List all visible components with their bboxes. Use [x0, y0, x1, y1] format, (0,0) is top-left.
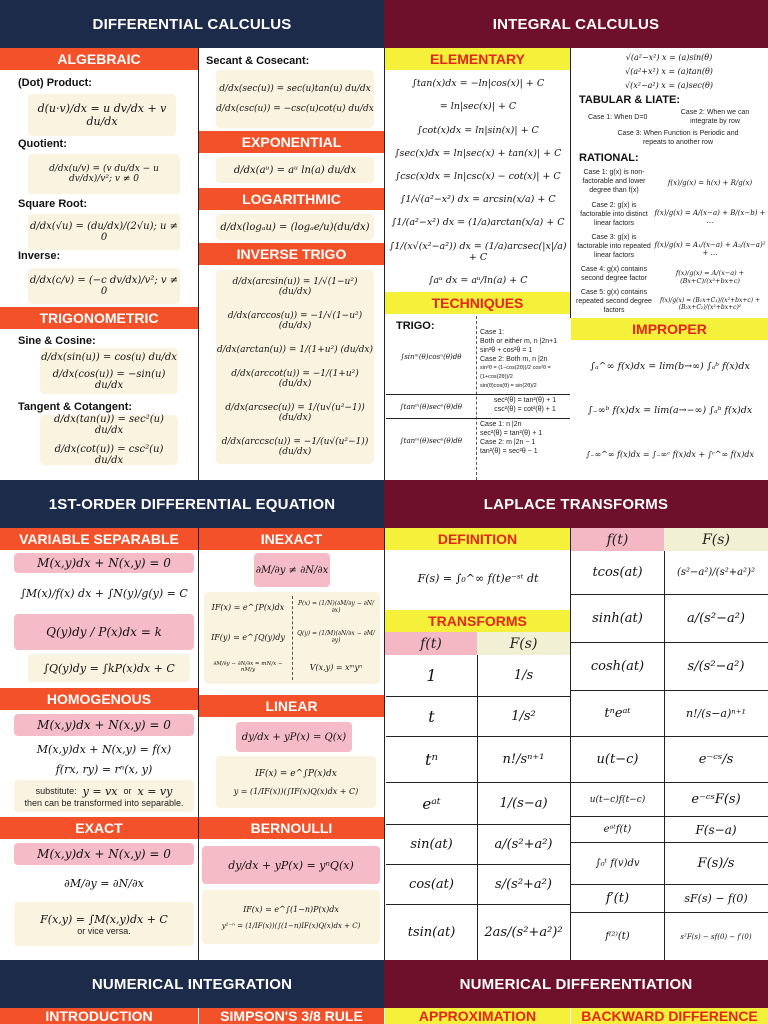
laplace-left-f: 1 — [386, 655, 477, 697]
linear-box — [216, 756, 376, 808]
technique-1-notes — [480, 328, 570, 391]
divider — [664, 551, 665, 960]
formula-sec-csc — [216, 70, 374, 128]
technique-1-case-2-identity: sin²θ = (1−cos(2θ))/2 cos²θ = (1+cos(2θ))/2 — [480, 365, 551, 380]
laplace-left-F: 1/s — [477, 655, 570, 697]
laplace-right-F: F(s−a) — [664, 817, 768, 843]
divider — [384, 48, 385, 480]
laplace-left-f: eᵃᵗ — [386, 783, 477, 825]
subheader-techniques: TECHNIQUES — [385, 292, 570, 314]
formula-bernoulli-2: IF(x) = e^∫(1−n)P(x)dx — [243, 904, 339, 914]
rational-case-2: Case 2: g(x) is factorable into distinct linear factors — [580, 202, 648, 227]
formula-exact-1: M(x,y)dx + N(x,y) = 0 — [14, 843, 194, 865]
laplace-right-F: sF(s) − f(0) — [664, 885, 768, 913]
divider — [384, 528, 385, 960]
formula-inexact-partials: ∂M/∂y − ∂N/∂x = mN/x − nM/y — [213, 661, 283, 673]
integral-tan: ∫tan(x)dx = −ln|cos(x)| + C — [411, 78, 545, 90]
formula-exponential: d/dx(aᵘ) = aᵘ ln(a) du/dx — [216, 157, 374, 183]
label-quotient: Quotient: — [18, 138, 67, 150]
header-numerical-differentiation: NUMERICAL DIFFERENTIATION — [384, 960, 768, 1008]
substitution-or: or — [123, 786, 132, 796]
formula-cos: d/dx(cos(u)) = −sin(u) du/dx — [52, 368, 166, 391]
formula-tan-cot — [40, 415, 178, 465]
formula-csc: d/dx(csc(u)) = −csc(u)cot(u) du/dx — [216, 104, 374, 114]
technique-1-case-1-cond: Both or either m, n |2n+1 — [480, 338, 558, 345]
formula-sin: d/dx(sin(u)) = cos(u) du/dx — [41, 351, 177, 363]
integral-arcsin: ∫1/√(a²−x²) dx = arcsin(x/a) + C — [400, 194, 556, 206]
technique-3-case-1-identity: sec²(θ) = tan²(θ) + 1 — [480, 430, 543, 437]
laplace-right-F: e⁻ᶜˢ/s — [664, 737, 768, 783]
subheader-transforms: TRANSFORMS — [385, 610, 570, 632]
laplace-left-f: tⁿ — [386, 737, 477, 783]
integral-arcsec: ∫1/(x√(x²−a²)) dx = (1/a)arcsec(|x|/a) + C — [389, 240, 567, 263]
laplace-left-f: tsin(at) — [407, 925, 456, 940]
rational-formula-5: f(x)/g(x) = (B₁x+C₁)/(x²+bx+c) + (B₂x+C₂)/(x²+bx+c)² — [659, 297, 761, 311]
label-tabular-liate: TABULAR & LIATE: — [579, 94, 681, 106]
technique-1-case-2-identity-b: sin(θ)cos(θ) = sin(2θ)/2 — [480, 383, 537, 389]
formula-arcsec: d/dx(arcsec(u)) = 1/(u√(u²−1)) (du/dx) — [225, 403, 365, 423]
tabular-case-3: Case 3: When Function is Periodic and repeats to another row — [617, 130, 739, 146]
subheader-linear: LINEAR — [199, 695, 384, 717]
improper-lower: ∫₋∞ᵇ f(x)dx = lim(a→−∞) ∫ₐᵇ f(x)dx — [587, 405, 753, 417]
divider — [386, 418, 570, 419]
sub-sec: √(x²−a²) x = (a)sec(θ) — [625, 80, 713, 90]
subheader-approximation: APPROXIMATION — [385, 1008, 570, 1024]
formula-product: d(u·v)/dx = u dv/dx + v du/dx — [28, 94, 176, 136]
improper-formulas — [572, 344, 768, 476]
divider — [198, 528, 199, 960]
formula-cot: d/dx(cot(u)) = csc²(u) du/dx — [54, 444, 164, 466]
divider — [476, 316, 477, 480]
formula-h-1: M(x,y)dx + N(x,y) = 0 — [14, 714, 194, 736]
integral-sec: ∫sec(x)dx = ln|sec(x) + tan(x)| + C — [394, 147, 562, 159]
laplace-right-f: eᵃᵗf(t) — [571, 817, 664, 843]
laplace-right-F: (s²−a²)/(s²+a²)² — [664, 551, 768, 595]
subheader-backward-difference: BACKWARD DIFFERENCE — [571, 1008, 768, 1024]
technique-1-case-1: Case 1: — [480, 329, 505, 336]
laplace-left-f: cos(at) — [386, 865, 477, 905]
formula-inexact-q: Q(y) = (1/M)(∂N/∂x − ∂M/∂y) — [297, 630, 375, 644]
subheader-variable-separable: VARIABLE SEPARABLE — [0, 528, 198, 550]
subheader-improper: IMPROPER — [571, 318, 768, 340]
formula-inexact-v: V(x,y) = xᵐyⁿ — [309, 662, 363, 672]
laplace-right-F: n!/(s−a)ⁿ⁺¹ — [664, 691, 768, 737]
divider — [477, 655, 478, 960]
formula-quotient: d/dx(u/v) = (v du/dx − u dv/dx)/v²; v ≠ 0 — [28, 154, 180, 194]
technique-3-case-2: Case 2: m |2n − 1 — [480, 439, 536, 446]
laplace-right-f: ∫₀ᵗ f(v)dv — [571, 843, 664, 885]
laplace-left-F: s/(s²+a²) — [477, 865, 570, 905]
laplace-left-F: 1/(s−a) — [477, 783, 570, 825]
laplace-right-F: e⁻ᶜˢF(s) — [664, 783, 768, 817]
divider — [570, 48, 571, 318]
column-header-F-s: F(s) — [477, 632, 570, 655]
column-header-F-s: F(s) — [664, 528, 768, 551]
header-differential-calculus: DIFFERENTIAL CALCULUS — [0, 0, 384, 48]
laplace-right-F: a/(s²−a²) — [664, 595, 768, 643]
formula-sec: d/dx(sec(u)) = sec(u)tan(u) du/dx — [219, 84, 371, 94]
laplace-right-F: s²F(s) − sf(0) − f′(0) — [680, 932, 752, 941]
formula-tan: d/dx(tan(u)) = sec²(u) du/dx — [54, 414, 164, 436]
formula-exact-2: ∂M/∂y = ∂N/∂x — [64, 876, 144, 890]
subheader-homogenous: HOMOGENOUS — [0, 688, 198, 710]
laplace-right-f: tⁿeᵃᵗ — [571, 691, 664, 737]
column-header-f-t: f(t) — [571, 528, 664, 551]
substitution-note: then can be transformed into separable. — [24, 797, 184, 808]
formula-arccos: d/dx(arccos(u)) = −1/√(1−u²) (du/dx) — [227, 311, 363, 331]
laplace-left-f: t — [386, 697, 477, 737]
formula-sin-cos — [40, 348, 178, 394]
formula-vs-4: ∫Q(y)dy = ∫kP(x)dx + C — [28, 654, 190, 682]
laplace-right-f: cosh(at) — [571, 643, 664, 691]
laplace-left-F: 1/s² — [477, 697, 570, 737]
elementary-formulas — [386, 72, 570, 292]
technique-2-notes — [480, 396, 570, 414]
subheader-exponential: EXPONENTIAL — [199, 131, 384, 153]
laplace-right-f: tcos(at) — [571, 551, 664, 595]
header-laplace: LAPLACE TRANSFORMS — [384, 480, 768, 528]
formula-vs-2: ∫M(x)/f(x) dx + ∫N(y)/g(y) = C — [20, 586, 188, 600]
tabular-case-2: Case 2: When we can integrate by row — [680, 109, 750, 125]
homogenous-substitution — [14, 780, 194, 812]
subheader-algebraic: ALGEBRAIC — [0, 48, 198, 70]
header-numerical-integration: NUMERICAL INTEGRATION — [0, 960, 384, 1008]
subheader-elementary: ELEMENTARY — [385, 48, 570, 70]
label-sine-cosine: Sine & Cosine: — [18, 335, 96, 347]
subheader-exact: EXACT — [0, 817, 198, 839]
divider — [386, 394, 570, 395]
subheader-simpsons-3-8: SIMPSON'S 3/8 RULE — [199, 1008, 384, 1024]
rational-case-4: Case 4: g(x) contains second degree factor — [580, 266, 648, 282]
laplace-left-F: n!/sⁿ⁺¹ — [477, 737, 570, 783]
formula-h-3: f(rx, ry) = rⁿ(x, y) — [55, 762, 153, 776]
technique-3-case-1: Case 1: n |2n — [480, 421, 522, 428]
header-integral-calculus: INTEGRAL CALCULUS — [384, 0, 768, 48]
formula-square-root: d/dx(√u) = (du/dx)/(2√u); u ≠ 0 — [28, 214, 180, 250]
subheader-logarithmic: LOGARITHMIC — [199, 188, 384, 210]
label-secant-cosecant: Secant & Cosecant: — [206, 55, 310, 67]
label-tangent-cotangent: Tangent & Cotangent: — [18, 401, 133, 413]
label-product: (Dot) Product: — [18, 77, 92, 89]
formula-linear-2: IF(x) = e^∫P(x)dx — [255, 768, 337, 779]
formula-linear-1: dy/dx + yP(x) = Q(x) — [236, 722, 352, 752]
substitution-row — [36, 785, 173, 798]
technique-2-identity-b: csc²(θ) = cot²(θ) + 1 — [494, 406, 556, 413]
technique-2-identity-a: sec²(θ) = tan²(θ) + 1 — [493, 397, 557, 404]
formula-inexact-if-x: IF(x) = e^∫P(x)dx — [211, 602, 285, 612]
laplace-right-f: u(t−c) — [571, 737, 664, 783]
rational-formula-2: f(x)/g(x) = A/(x−a) + B/(x−b) + … — [654, 209, 766, 225]
subheader-trigonometric: TRIGONOMETRIC — [0, 307, 198, 329]
subheader-definition: DEFINITION — [385, 528, 570, 550]
technique-3-case-2-identity: tan²(θ) = sec²θ − 1 — [480, 448, 538, 455]
laplace-right-f: f′(t) — [571, 885, 664, 913]
integral-arctan: ∫1/(a²−x²) dx = (1/a)arctan(x/a) + C — [391, 217, 565, 229]
formula-bernoulli-1: dy/dx + yP(x) = yⁿQ(x) — [202, 846, 380, 884]
laplace-left-f: sin(at) — [386, 825, 477, 865]
formula-inexact-if-y: IF(y) = e^∫Q(y)dy — [211, 632, 285, 642]
laplace-left-F: a/(s²+a²) — [477, 825, 570, 865]
formula-inverse: d/dx(c/v) = (−c dv/dx)/v²; v ≠ 0 — [28, 268, 180, 304]
integral-tan-alt: = ln|sec(x)| + C — [439, 101, 517, 113]
sub-sin: √(a²−x²) x = (a)sin(θ) — [625, 52, 713, 62]
label-rational: RATIONAL: — [579, 152, 639, 164]
technique-1-case-1-identity: sin²θ + cos²θ = 1 — [480, 347, 533, 354]
formula-arcsin: d/dx(arcsin(u)) = 1/√(1−u²) (du/dx) — [232, 277, 358, 297]
tabular-case-1: Case 1: When D=0 — [588, 114, 648, 121]
sub-tan: √(a²+x²) x = (a)tan(θ) — [625, 66, 713, 76]
rational-formula-3: f(x)/g(x) = A₁/(x−a) + A₂/(x−a)² + … — [654, 241, 766, 257]
formula-logarithmic: d/dx(logₐu) = (logₐe/u)(du/dx) — [216, 214, 374, 240]
formula-vs-1: M(x,y)dx + N(x,y) = 0 — [14, 553, 194, 573]
rational-formula-4: f(x)/g(x) = A/(x−a) + (Bx+C)/(x²+bx+c) — [675, 269, 745, 285]
rational-case-5: Case 5: g(x) contains repeated second degree factors — [576, 289, 652, 314]
integral-exponential: ∫aᵘ dx = aᵘ/ln(a) + C — [428, 274, 528, 286]
subheader-bernoulli: BERNOULLI — [199, 817, 384, 839]
formula-inexact-p: P(x) = (1/N)(∂M/∂y − ∂N/∂x) — [297, 600, 375, 614]
header-ode: 1ST-ORDER DIFFERENTIAL EQUATION — [0, 480, 384, 528]
formula-vs-3: Q(y)dy / P(x)dx = k — [14, 614, 194, 650]
subheader-introduction: INTRODUCTION — [0, 1008, 198, 1024]
technique-integral-2: ∫tanᵐ(θ)secⁿ(θ)dθ — [400, 403, 462, 411]
laplace-left-F: 2as/(s²+a²)² — [484, 925, 563, 940]
formula-arccot: d/dx(arccot(u)) = −1/(1+u²) (du/dx) — [231, 369, 359, 389]
formula-arctan: d/dx(arctan(u)) = 1/(1+u²) (du/dx) — [217, 345, 373, 355]
integral-cot: ∫cot(x)dx = ln|sin(x)| + C — [417, 124, 539, 136]
laplace-definition-formula: F(s) = ∫₀^∞ f(t)e⁻ˢᵗ dt — [417, 571, 539, 585]
formula-h-2: M(x,y)dx + N(x,y) = f(x) — [36, 742, 172, 756]
subheader-inexact: INEXACT — [199, 528, 384, 550]
divider — [292, 596, 293, 680]
bernoulli-box — [202, 890, 380, 944]
label-square-root: Square Root: — [18, 198, 88, 210]
technique-1-case-2: Case 2: Both m, n |2n — [480, 356, 548, 363]
integral-csc: ∫csc(x)dx = ln|csc(x) − cot(x)| + C — [395, 170, 561, 182]
formula-exact-3-box — [14, 902, 194, 946]
formula-exact-3: F(x,y) = ∫M(x,y)dx + C — [40, 912, 168, 926]
formula-linear-3: y = (1/IF(x))(∫IF(x)Q(x)dx + C) — [233, 786, 359, 796]
rational-case-3: Case 3: g(x) is factorable into repeated linear factors — [577, 234, 651, 259]
laplace-right-F: F(s)/s — [664, 843, 768, 885]
formula-bernoulli-3: y¹⁻ⁿ = (1/IF(x))(∫(1−n)IF(x)Q(x)dx + C) — [221, 921, 361, 930]
formula-arccsc: d/dx(arccsc(u)) = −1/(u√(u²−1)) (du/dx) — [221, 437, 369, 457]
improper-upper: ∫ₐ^∞ f(x)dx = lim(b→∞) ∫ₐᵇ f(x)dx — [590, 360, 750, 372]
laplace-right-f: f⁽²⁾(t) — [605, 931, 630, 942]
subheader-inverse-trigo: INVERSE TRIGO — [199, 243, 384, 265]
rational-case-1: Case 1: g(x) is non-factorable and lower degree than f(x) — [582, 169, 646, 194]
exact-note: or vice versa. — [77, 925, 131, 936]
substitute-label: substitute: — [35, 786, 77, 796]
laplace-right-F: s/(s²−a²) — [664, 643, 768, 691]
laplace-right-f: sinh(at) — [571, 595, 664, 643]
technique-integral-3: ∫tanᵐ(θ)secⁿ(θ)dθ — [400, 437, 462, 445]
label-inverse: Inverse: — [18, 250, 61, 262]
formula-inverse-trigo — [216, 270, 374, 464]
laplace-right-f: u(t−c)f(t−c) — [571, 783, 664, 817]
substitution-y: y = vx — [82, 784, 118, 798]
technique-integral-1: ∫sinᵐ(θ)cosⁿ(θ)dθ — [400, 353, 462, 361]
trig-substitution — [572, 50, 766, 92]
formula-inexact-1: ∂M/∂y ≠ ∂N/∂x — [254, 553, 330, 587]
technique-3-notes — [480, 420, 570, 456]
label-trigo: TRIGO: — [396, 320, 435, 332]
substitution-x: x = vy — [137, 784, 173, 798]
column-header-f-t: f(t) — [385, 632, 477, 655]
improper-both: ∫₋∞^∞ f(x)dx = ∫₋∞ᶜ f(x)dx + ∫ᶜ^∞ f(x)dx — [586, 450, 754, 460]
rational-formula-1: f(x)/g(x) = h(x) + R/g(x) — [667, 179, 753, 187]
